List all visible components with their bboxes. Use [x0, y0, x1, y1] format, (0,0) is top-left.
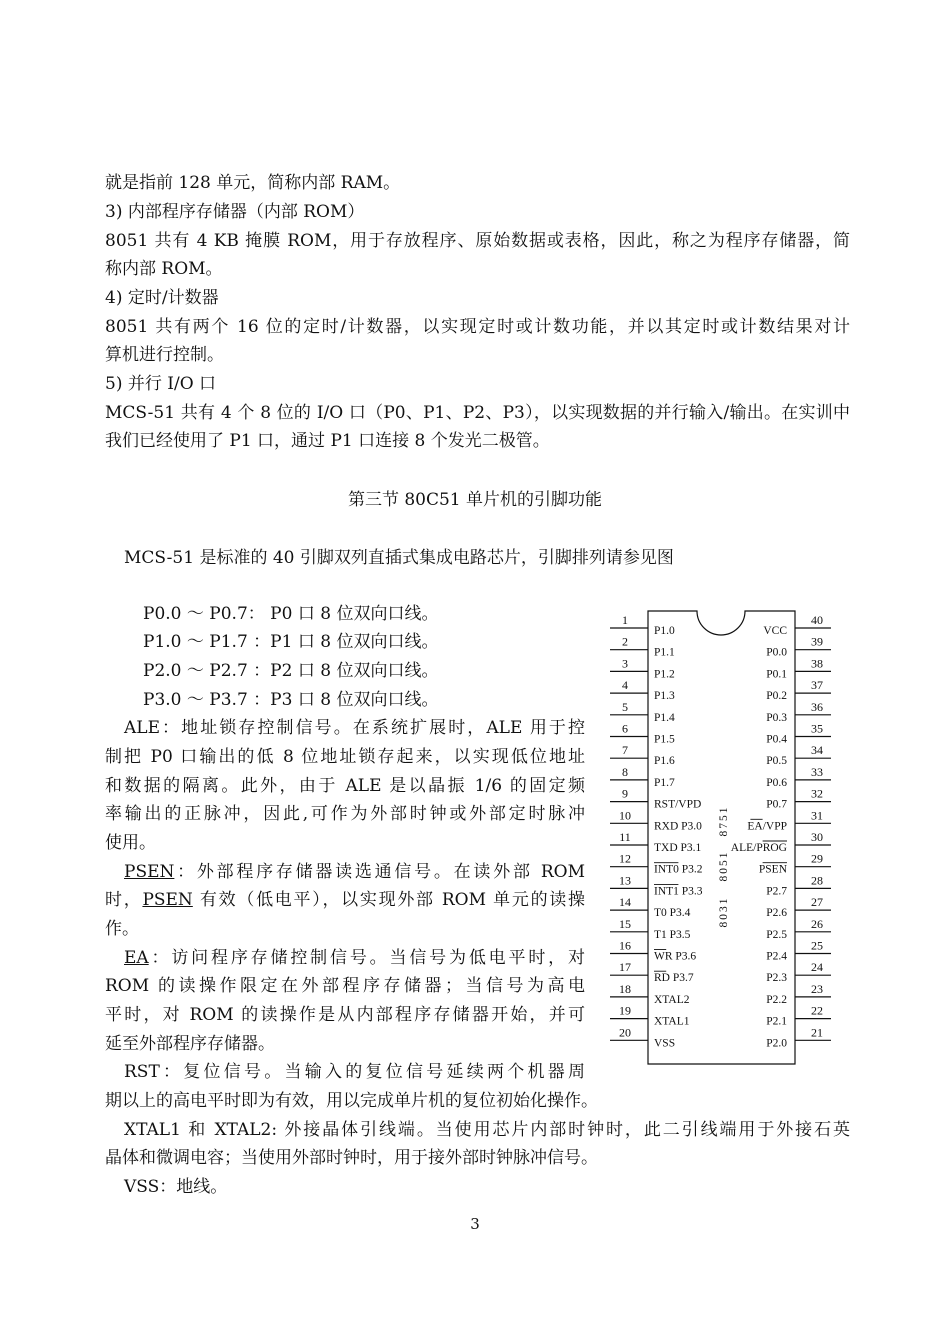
pin-number: 29	[811, 851, 823, 866]
para-intro: MCS-51 是标准的 40 引脚双列直插式集成电路芯片，引脚排列请参见图	[124, 548, 674, 568]
pin-number: 10	[619, 808, 631, 823]
pin-number: 36	[811, 699, 823, 714]
para-ea-2: ROM 的读操作限定在外部程序存储器；当信号为高电	[105, 976, 585, 996]
para-rom-1: 8051 共有 4 KB 掩膜 ROM，用于存放程序、原始数据或表格，因此，称之为程序存储器，简	[105, 231, 850, 251]
heading-timer: 4) 定时/计数器	[105, 288, 219, 308]
pin-desc-p1: P1.0 ～ P1.7 ：P1 口 8 位双向口线。	[143, 632, 439, 652]
pin-label: P0.1	[766, 668, 787, 681]
pin-number: 4	[622, 678, 628, 693]
chip-part-name: 8051	[718, 850, 730, 882]
pin-number: 17	[619, 960, 631, 975]
para-timer-2: 算机进行控制。	[105, 345, 224, 365]
pin-desc-p0: P0.0 ～ P0.7： P0 口 8 位双向口线。	[143, 604, 439, 624]
para-psen-2	[105, 890, 585, 910]
pin-number: 13	[619, 873, 631, 888]
pin-label: P1.5	[654, 733, 675, 746]
chip-part-name: 8031	[718, 896, 730, 928]
pin-number: 24	[811, 960, 823, 975]
para-rst-1: RST：复位信号。当输入的复位信号延续两个机器周	[124, 1062, 585, 1082]
heading-internal-rom: 3) 内部程序存储器（内部 ROM）	[105, 202, 365, 222]
para-ea-4: 延至外部程序存储器。	[105, 1034, 275, 1054]
para-rom-2: 称内部 ROM。	[105, 259, 223, 279]
pin-label: P0.2	[766, 690, 787, 703]
pin-label: WR P3.6	[654, 950, 697, 963]
para-ale-5: 使用。	[105, 833, 156, 853]
pin-number: 11	[619, 830, 631, 844]
psen-text-1: ：外部程序存储器读选通信号。在读外部 ROM	[174, 862, 585, 882]
pin-number: 26	[811, 916, 823, 931]
pin-label: P1.3	[654, 690, 675, 703]
para-psen-3: 作。	[105, 919, 139, 939]
pin-number: 25	[811, 938, 823, 953]
pin-label: P0.5	[766, 755, 787, 768]
pin-label: XTAL2	[654, 993, 690, 1006]
chip-pinout-diagram	[605, 606, 835, 1066]
pin-number: 2	[622, 634, 628, 649]
pin-label: P1.7	[654, 776, 675, 789]
pin-number: 35	[811, 721, 823, 736]
pin-label: ALE/PROG	[730, 842, 787, 854]
pin-label: P2.7	[766, 885, 787, 898]
pin-number: 28	[811, 873, 823, 888]
pin-number: 32	[811, 786, 823, 801]
pin-label: T0 P3.4	[654, 907, 691, 920]
pin-label: P0.7	[766, 798, 787, 811]
pin-number: 23	[811, 981, 823, 996]
pin-label: INT0 P3.2	[654, 863, 703, 876]
pin-label: P1.4	[654, 711, 675, 724]
pin-label: PSEN	[758, 863, 787, 876]
para-ale-2: 制把 P0 口输出的低 8 位地址锁存起来，以实现低位地址	[105, 747, 585, 767]
pin-number: 7	[622, 743, 628, 758]
pin-label: P2.5	[766, 928, 787, 941]
pin-label: P0.6	[766, 776, 787, 789]
para-ale-4: 率输出的正脉冲，因此,可作为外部时钟或外部定时脉冲	[105, 804, 585, 824]
pin-number: 27	[811, 895, 823, 910]
pin-desc-p2: P2.0 ～ P2.7 ：P2 口 8 位双向口线。	[143, 661, 439, 681]
pin-number: 12	[619, 851, 631, 866]
pin-number: 19	[619, 1003, 631, 1018]
pin-label: P0.4	[766, 733, 787, 746]
pin-number: 14	[619, 895, 631, 910]
pin-label: P1.2	[654, 668, 675, 681]
para-ale-1: ALE：地址锁存控制信号。在系统扩展时，ALE 用于控	[124, 718, 585, 738]
para-xtal-2: 晶体和微调电容；当使用外部时钟时，用于接外部时钟脉冲信号。	[105, 1148, 598, 1168]
chip-part-name: 8751	[718, 805, 730, 837]
psen-term: PSEN	[124, 862, 175, 882]
pin-label: RST/VPD	[654, 798, 702, 811]
pin-number: 22	[811, 1003, 823, 1018]
pin-label: TXD P3.1	[654, 842, 702, 854]
para-ea-1	[124, 948, 585, 968]
psen-term-2: PSEN	[142, 890, 193, 910]
pin-label: P2.4	[766, 950, 787, 963]
para-io-1: MCS-51 共有 4 个 8 位的 I/O 口（P0、P1、P2、P3），以实现数据的并行输入/输出。在实训中	[105, 403, 850, 423]
pin-label: P2.0	[766, 1037, 787, 1050]
ea-term: EA	[124, 948, 149, 968]
pin-label: P1.6	[654, 755, 675, 768]
pin-label: VCC	[763, 625, 787, 637]
pin-label: T1 P3.5	[654, 928, 691, 941]
pin-number: 33	[811, 764, 823, 779]
psen-text-2b: 有效（低电平），以实现外部 ROM 单元的读操	[192, 890, 585, 910]
para-ram-end: 就是指前 128 单元，简称内部 RAM。	[105, 173, 401, 193]
pin-number: 20	[619, 1025, 631, 1040]
pin-number: 1	[622, 613, 628, 627]
pin-label: P2.6	[766, 907, 787, 920]
section-title: 第三节 80C51 单片机的引脚功能	[347, 490, 603, 510]
para-rst-2: 期以上的高电平时即为有效，用以完成单片机的复位初始化操作。	[105, 1091, 598, 1111]
page-number: 3	[470, 1215, 480, 1233]
pin-number: 34	[811, 743, 823, 758]
para-psen-1	[124, 862, 585, 882]
pin-label: P2.1	[766, 1015, 787, 1028]
pin-number: 9	[622, 786, 628, 801]
ea-text-1: ：访问程序存储控制信号。当信号为低电平时，对	[148, 948, 585, 968]
pin-label: P2.3	[766, 972, 787, 985]
psen-text-2a: 时，	[105, 890, 143, 910]
pin-number: 15	[619, 916, 631, 931]
pin-number: 3	[622, 656, 628, 671]
pin-number: 6	[622, 721, 628, 736]
pin-number: 18	[619, 981, 631, 996]
pin-number: 16	[619, 938, 631, 953]
pin-desc-p3: P3.0 ～ P3.7 ：P3 口 8 位双向口线。	[143, 690, 439, 710]
para-timer-1: 8051 共有两个 16 位的定时/计数器，以实现定时或计数功能，并以其定时或计数结果对计	[105, 317, 850, 337]
pin-number: 5	[622, 699, 628, 714]
pin-label: P1.1	[654, 646, 675, 659]
pin-number: 31	[811, 808, 823, 823]
pin-number: 30	[811, 830, 823, 844]
heading-io: 5) 并行 I/O 口	[105, 374, 217, 394]
pin-number: 40	[811, 613, 823, 627]
para-vss: VSS：地线。	[124, 1177, 228, 1197]
para-xtal-1: XTAL1 和 XTAL2: 外接晶体引线端。当使用芯片内部时钟时，此二引线端用于外接石英	[124, 1120, 850, 1140]
pin-number: 38	[811, 656, 823, 671]
pin-label: VSS	[654, 1037, 676, 1050]
para-ale-3: 和数据的隔离。此外，由于 ALE 是以晶振 1/6 的固定频	[105, 776, 585, 796]
pin-label: INT1 P3.3	[654, 885, 703, 898]
pin-number: 39	[811, 634, 823, 649]
pin-label: RXD P3.0	[654, 820, 702, 833]
pin-label: EA/VPP	[747, 820, 787, 833]
pin-label: P0.0	[766, 646, 787, 659]
pin-label: P0.3	[766, 711, 787, 724]
pin-label: P1.0	[654, 625, 675, 637]
pin-number: 37	[811, 678, 823, 693]
para-io-2: 我们已经使用了 P1 口，通过 P1 口连接 8 个发光二极管。	[105, 431, 550, 451]
para-ea-3: 平时，对 ROM 的读操作是从内部程序存储器开始，并可	[105, 1005, 585, 1025]
pin-number: 8	[622, 764, 628, 779]
pin-label: XTAL1	[654, 1015, 690, 1028]
pin-label: RD P3.7	[654, 972, 694, 985]
pin-number: 21	[811, 1025, 823, 1040]
pin-label: P2.2	[766, 993, 787, 1006]
